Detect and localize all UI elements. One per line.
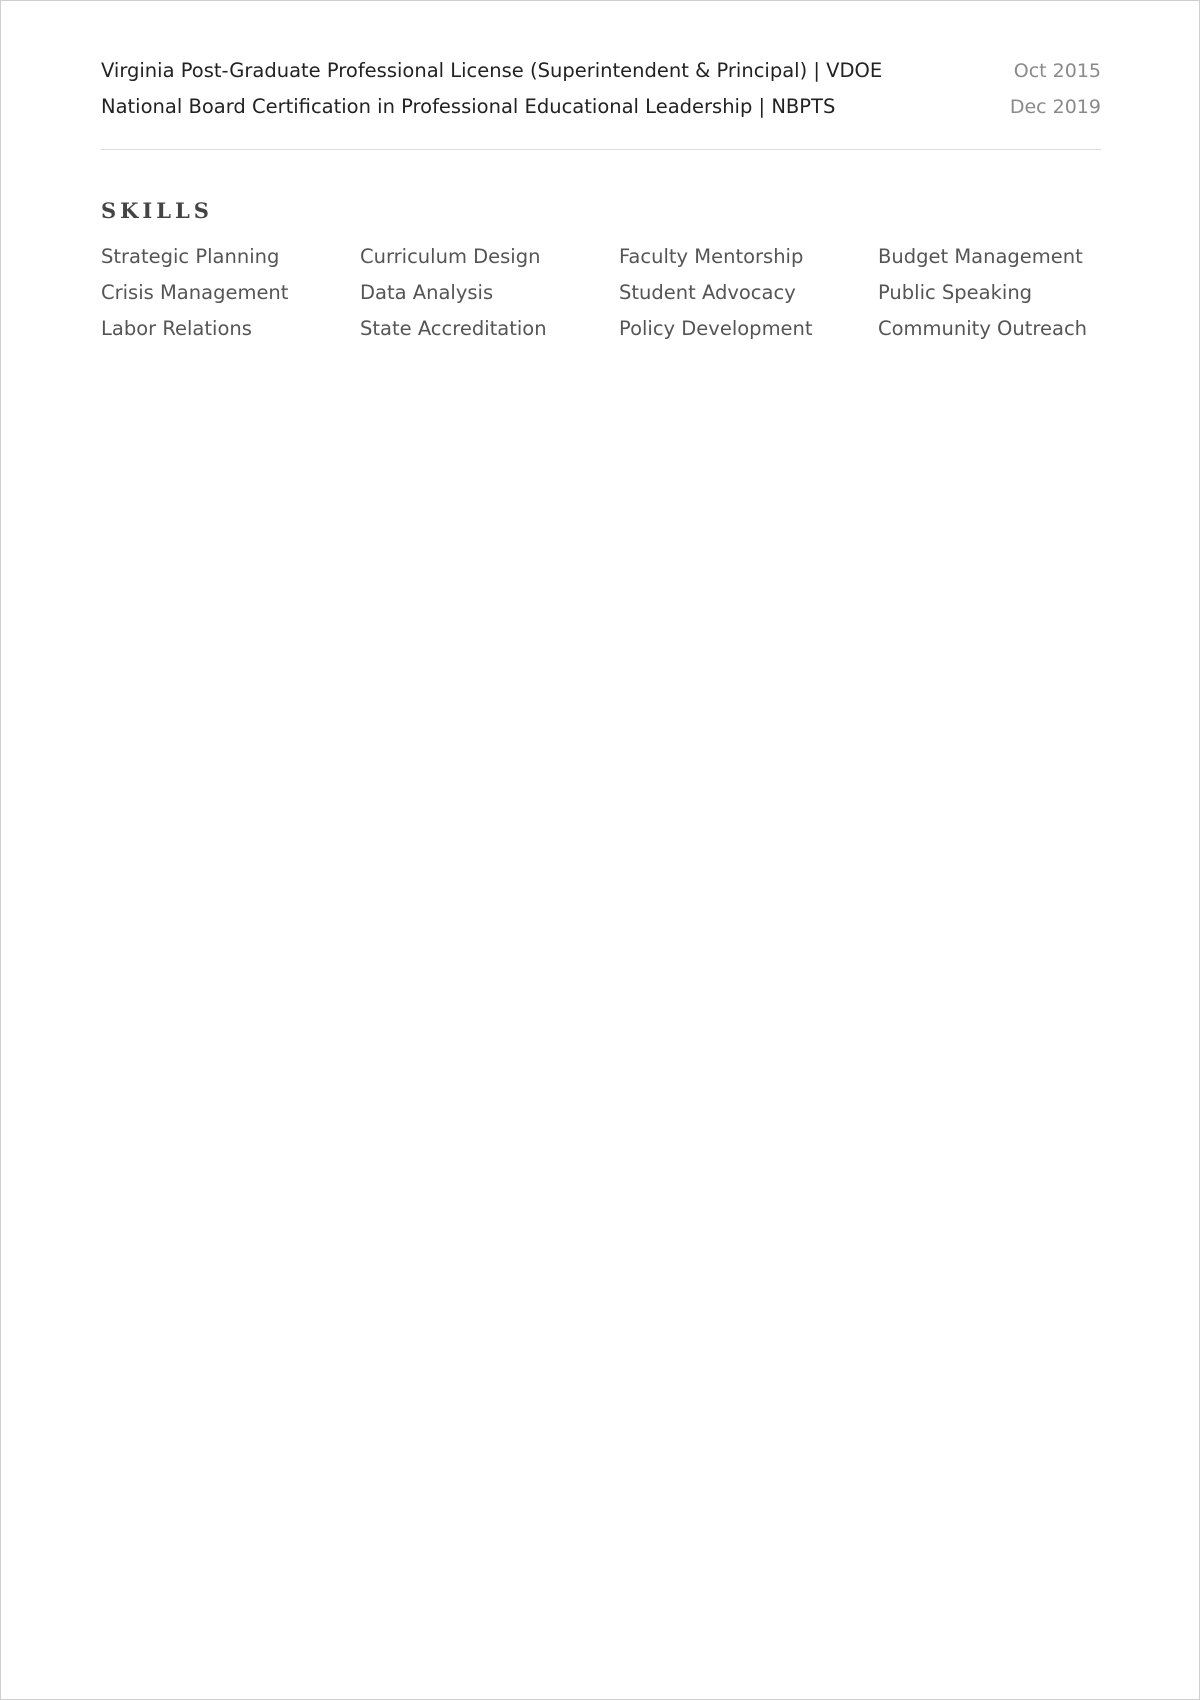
certification-title: National Board Certification in Professional Educational Leadership | NBPTS xyxy=(101,95,836,118)
certification-date: Dec 2019 xyxy=(1009,96,1101,118)
skill-item: Public Speaking xyxy=(878,281,1033,304)
skill-item: Policy Development xyxy=(619,317,813,340)
skill-item: Budget Management xyxy=(878,245,1083,268)
skill-item: Data Analysis xyxy=(360,281,494,304)
certification-title: Virginia Post-Graduate Professional License (Superintendent & Principal) | VDOE xyxy=(101,59,883,82)
skills-heading: SKILLS xyxy=(101,198,213,223)
section-divider xyxy=(101,149,1101,150)
skill-item: Crisis Management xyxy=(101,281,289,304)
certification-row xyxy=(101,59,1101,95)
skill-item: Strategic Planning xyxy=(101,245,280,268)
skill-item: Community Outreach xyxy=(878,317,1088,340)
certification-date: Oct 2015 xyxy=(1013,60,1101,82)
skill-item: Curriculum Design xyxy=(360,245,541,268)
skill-item: Faculty Mentorship xyxy=(619,245,804,268)
skill-item: State Accreditation xyxy=(360,317,547,340)
skill-item: Labor Relations xyxy=(101,317,252,340)
resume-content xyxy=(101,59,1101,353)
skill-item: Student Advocacy xyxy=(619,281,796,304)
certification-row xyxy=(101,95,1101,131)
skills-grid xyxy=(101,245,1101,353)
